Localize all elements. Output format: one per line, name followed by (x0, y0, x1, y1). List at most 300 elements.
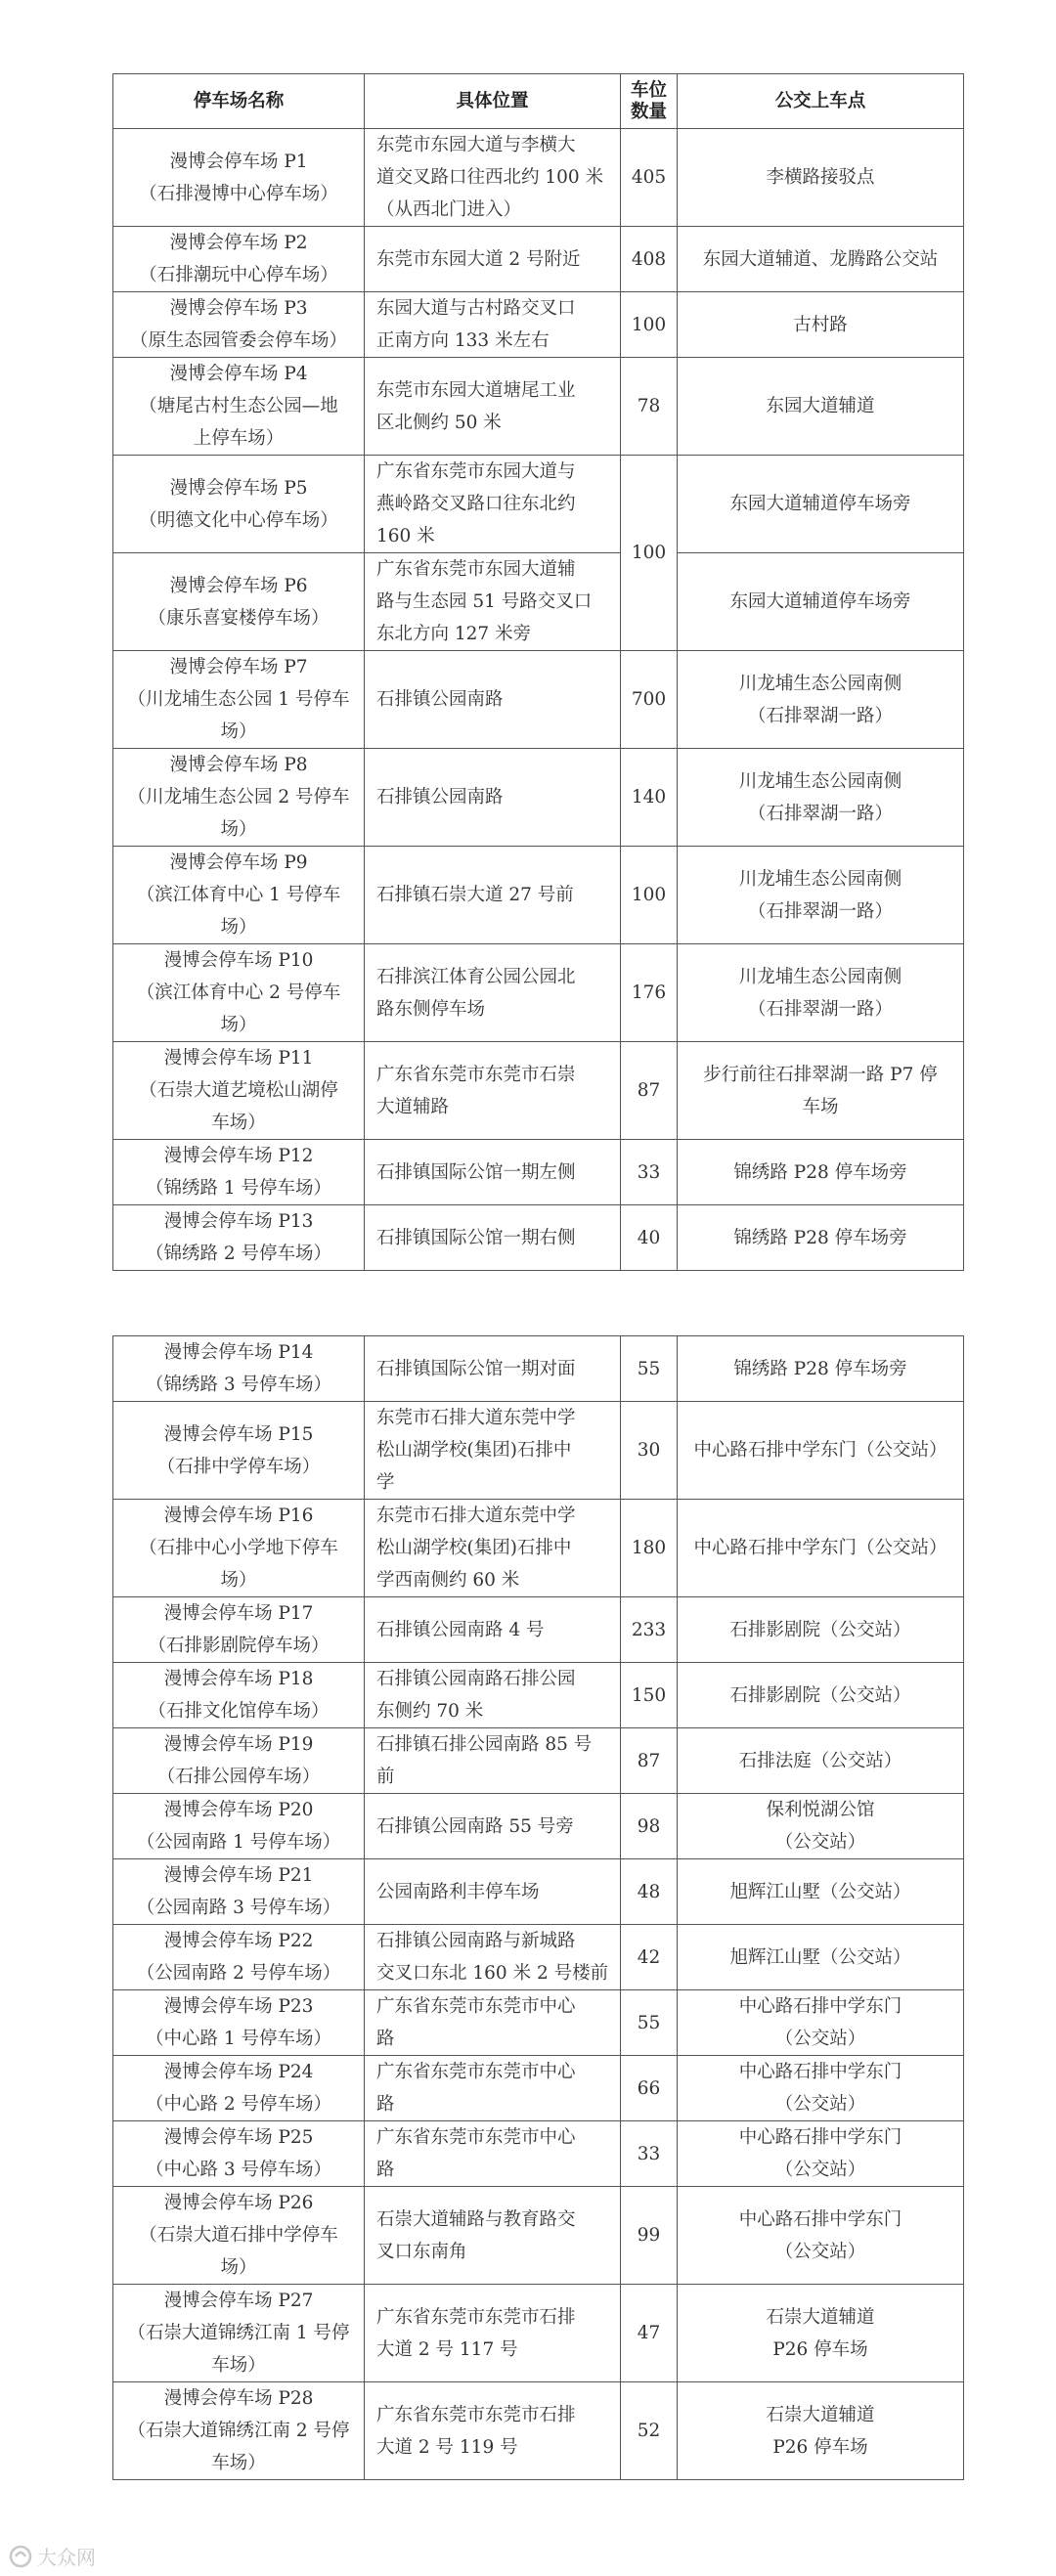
table-row (113, 1728, 964, 1794)
location-cell (365, 1925, 621, 1990)
location-cell-line: 广东省东莞市东莞市中心 (376, 2127, 576, 2148)
location-cell (365, 456, 621, 553)
table-row (113, 1205, 964, 1271)
bus-stop-cell-line: 东园大道辅道停车场旁 (729, 494, 911, 514)
table-row (113, 1336, 964, 1402)
bus-stop-cell (678, 1925, 964, 1990)
bus-stop-cell-line: 东园大道辅道停车场旁 (729, 591, 911, 612)
parking-name-cell-line: 漫博会停车场 P8 (169, 755, 308, 775)
bus-stop-cell-line: 车场 (802, 1096, 839, 1117)
bus-stop-cell (678, 749, 964, 847)
space-count-cell: 98 (621, 1794, 678, 1859)
parking-name-cell-line: 漫博会停车场 P26 (163, 2193, 314, 2213)
location-cell (365, 2285, 621, 2382)
bus-stop-cell-line: 川龙埔生态公园南侧 (738, 868, 902, 890)
location-cell-line: 石排镇公园南路 55 号旁 (376, 1815, 574, 1837)
parking-name-cell-line: （锦绣路 3 号停车场） (145, 1375, 332, 1395)
bus-stop-cell-line: 中心路石排中学东门 (738, 2208, 902, 2230)
bus-stop-cell (678, 1663, 964, 1728)
parking-name-cell (113, 227, 365, 292)
parking-name-cell-line: 场） (220, 819, 257, 840)
location-cell-line: 石排镇石排公园南路 85 号 (376, 1734, 593, 1755)
parking-name-cell-line: （锦绣路 2 号停车场） (145, 1244, 332, 1264)
parking-name-cell-line: 漫博会停车场 P23 (163, 1996, 314, 2017)
space-count-cell: 180 (621, 1500, 678, 1597)
table-row (113, 749, 964, 847)
location-cell-line: 广东省东莞市东园大道辅 (376, 559, 576, 580)
bus-stop-cell-line: 石排法庭（公交站） (738, 1750, 902, 1771)
location-cell (365, 2187, 621, 2285)
table-row (113, 944, 964, 1042)
bus-stop-cell-line: （石排翠湖一路） (747, 998, 893, 1020)
location-cell-line: 广东省东莞市东莞市中心 (376, 1996, 576, 2017)
space-count-cell: 87 (621, 1728, 678, 1794)
table-row (113, 1597, 964, 1663)
location-cell (365, 129, 621, 227)
table-row (113, 2285, 964, 2382)
location-cell-line: 东北方向 127 米旁 (376, 624, 532, 644)
location-cell-line: 路 (376, 2029, 395, 2049)
parking-name-cell (113, 1336, 365, 1402)
table-row (113, 1500, 964, 1597)
bus-stop-cell (678, 227, 964, 292)
bus-stop-cell (678, 944, 964, 1042)
location-cell-line: 路 (376, 2160, 395, 2180)
bus-stop-cell (678, 2121, 964, 2187)
location-cell-line: 广东省东莞市东园大道与 (376, 461, 576, 482)
space-count-cell: 30 (621, 1402, 678, 1500)
location-cell-line: 松山湖学校(集团)石排中 (376, 1440, 572, 1461)
location-cell-line: 石排镇公园南路 (376, 689, 504, 710)
watermark-text: 大众网 (37, 2546, 96, 2569)
parking-name-cell-line: （公园南路 3 号停车场） (136, 1898, 341, 1918)
parking-name-cell-line: 漫博会停车场 P19 (163, 1734, 314, 1755)
bus-stop-cell-line: 川龙埔生态公园南侧 (738, 770, 902, 792)
bus-stop-cell-line: 川龙埔生态公园南侧 (738, 966, 902, 987)
location-cell (365, 553, 621, 651)
bus-stop-cell-line: 中心路石排中学东门 (738, 1996, 902, 2017)
parking-name-cell-line: 漫博会停车场 P10 (163, 950, 314, 971)
bus-stop-cell-line: 保利悦湖公馆 (766, 1800, 875, 1820)
news-logo-icon (8, 2544, 33, 2569)
space-count-cell: 99 (621, 2187, 678, 2285)
bus-stop-cell-line: （公交站） (774, 2029, 866, 2049)
parking-name-cell-line: 漫博会停车场 P15 (163, 1423, 314, 1445)
parking-name-cell (113, 1794, 365, 1859)
table-row (113, 292, 964, 358)
parking-name-cell-line: （石排文化馆停车场） (148, 1701, 330, 1722)
parking-name-cell-line: （公园南路 2 号停车场） (136, 1963, 341, 1984)
bus-stop-cell-line: （公交站） (774, 1832, 866, 1853)
table-row (113, 1990, 964, 2056)
bus-stop-cell (678, 1402, 964, 1500)
bus-stop-cell-line: 石崇大道辅道 (766, 2404, 875, 2425)
space-count-cell: 42 (621, 1925, 678, 1990)
table-row (113, 651, 964, 749)
space-count-cell: 405 (621, 129, 678, 227)
parking-name-cell-line: （康乐喜宴楼停车场） (148, 607, 330, 629)
location-cell-line: 大道辅路 (376, 1096, 450, 1117)
location-cell-line: 前 (376, 1767, 395, 1787)
table-row (113, 1925, 964, 1990)
parking-name-cell-line: （明德文化中心停车场） (139, 509, 338, 531)
space-count-cell: 700 (621, 651, 678, 749)
location-cell-line: 广东省东莞市东莞市中心 (376, 2062, 576, 2082)
space-count-cell: 78 (621, 358, 678, 456)
location-cell-line: 东侧约 70 米 (376, 1701, 484, 1722)
parking-name-cell-line: （石崇大道锦绣江南 2 号停 (127, 2421, 350, 2441)
parking-name-cell-line: 漫博会停车场 P14 (163, 1342, 314, 1363)
parking-name-cell-line: 车场） (211, 2355, 266, 2376)
header-row (113, 74, 964, 129)
parking-name-cell-line: （石排中心小学地下停车 (139, 1538, 338, 1558)
location-cell-line: 石排镇国际公馆一期对面 (376, 1358, 576, 1379)
space-count-cell: 100 (621, 456, 678, 651)
location-cell (365, 944, 621, 1042)
parking-name-cell (113, 1205, 365, 1271)
bus-stop-cell-line: 东园大道辅道 (766, 396, 875, 416)
location-cell-line: 石排镇国际公馆一期右侧 (376, 1227, 576, 1248)
location-cell-line: （从西北门进入） (376, 199, 522, 220)
bus-stop-cell (678, 1794, 964, 1859)
parking-name-cell-line: 漫博会停车场 P3 (169, 298, 308, 319)
location-cell-line: 东莞市石排大道东莞中学 (376, 1506, 576, 1526)
bus-stop-cell (678, 1205, 964, 1271)
parking-name-cell-line: 漫博会停车场 P13 (163, 1211, 314, 1232)
bus-stop-cell-line: （石排翠湖一路） (747, 900, 893, 922)
bus-stop-cell-line: 旭辉江山墅（公交站） (729, 1946, 911, 1968)
parking-name-cell (113, 1042, 365, 1140)
parking-name-cell-line: 漫博会停车场 P28 (163, 2388, 314, 2409)
location-cell (365, 292, 621, 358)
location-cell-line: 东莞市东园大道与李横大 (376, 135, 576, 155)
table-row (113, 1794, 964, 1859)
bus-stop-cell (678, 1728, 964, 1794)
space-count-cell: 47 (621, 2285, 678, 2382)
space-count-cell: 176 (621, 944, 678, 1042)
parking-name-cell-line: （石崇大道石排中学停车 (139, 2225, 338, 2246)
location-cell-line: 160 米 (376, 526, 435, 546)
location-cell-line: 叉口东南角 (376, 2241, 467, 2262)
parking-name-cell (113, 944, 365, 1042)
space-count-cell: 55 (621, 1336, 678, 1402)
bus-stop-cell-line: 锦绣路 P28 停车场旁 (733, 1227, 907, 1248)
parking-name-cell (113, 1597, 365, 1663)
parking-name-cell (113, 1402, 365, 1500)
parking-name-cell (113, 2121, 365, 2187)
location-cell (365, 1205, 621, 1271)
parking-name-cell (113, 749, 365, 847)
parking-name-cell-line: 场） (220, 721, 257, 742)
location-cell-line: 石排镇公园南路 (376, 787, 504, 808)
location-cell (365, 2056, 621, 2121)
bus-stop-cell-line: 李横路接驳点 (766, 167, 875, 188)
bus-stop-cell-line: （石排翠湖一路） (747, 803, 893, 824)
parking-table-part-2 (112, 1335, 964, 2480)
table-row (113, 358, 964, 456)
location-cell-line: 东莞市石排大道东莞中学 (376, 1408, 576, 1428)
parking-name-cell-line: 漫博会停车场 P7 (169, 657, 308, 677)
parking-name-cell-line: 场） (220, 1570, 257, 1591)
table-row (113, 1859, 964, 1925)
bus-stop-cell (678, 1042, 964, 1140)
location-cell-line: 石排镇公园南路 4 号 (376, 1619, 545, 1640)
parking-name-cell-line: 漫博会停车场 P21 (163, 1865, 314, 1886)
parking-name-cell (113, 1663, 365, 1728)
bus-stop-cell-line: 中心路石排中学东门 (738, 2062, 902, 2082)
space-count-cell: 140 (621, 749, 678, 847)
space-count-cell: 33 (621, 1140, 678, 1205)
parking-name-cell-line: 漫博会停车场 P6 (169, 575, 308, 596)
location-cell-line: 路与生态园 51 号路交叉口 (376, 591, 593, 612)
location-cell (365, 1728, 621, 1794)
location-cell-line: 道交叉路口往西北约 100 米 (376, 167, 604, 188)
parking-name-cell (113, 651, 365, 749)
space-count-cell: 55 (621, 1990, 678, 2056)
parking-name-cell-line: 漫博会停车场 P16 (163, 1506, 314, 1526)
space-count-cell: 48 (621, 1859, 678, 1925)
location-cell-line: 大道 2 号 117 号 (376, 2338, 518, 2360)
location-cell-line: 路东侧停车场 (376, 998, 486, 1020)
parking-name-cell-line: （锦绣路 1 号停车场） (145, 1178, 332, 1199)
parking-name-cell-line: （石崇大道艺境松山湖停 (139, 1080, 338, 1101)
space-count-cell: 100 (621, 847, 678, 944)
location-cell-line: 学西南侧约 60 米 (376, 1570, 520, 1591)
parking-name-cell-line: 漫博会停车场 P12 (163, 1146, 314, 1166)
location-cell (365, 358, 621, 456)
table-row (113, 1140, 964, 1205)
bus-stop-cell (678, 1336, 964, 1402)
table-row (113, 2056, 964, 2121)
bus-stop-cell (678, 1140, 964, 1205)
parking-name-cell-line: 场） (220, 1015, 257, 1035)
parking-name-cell-line: 漫博会停车场 P5 (169, 477, 308, 499)
bus-stop-cell (678, 456, 964, 553)
parking-name-cell-line: 漫博会停车场 P18 (163, 1669, 314, 1689)
table-row (113, 553, 964, 651)
bus-stop-cell-line: P26 停车场 (772, 2436, 868, 2458)
location-cell-line: 石排镇公园南路与新城路 (376, 1931, 576, 1951)
parking-name-cell-line: 漫博会停车场 P1 (169, 151, 308, 172)
location-cell (365, 1663, 621, 1728)
location-cell (365, 1597, 621, 1663)
bus-stop-cell-line: （公交站） (774, 2160, 866, 2180)
space-count-cell: 33 (621, 2121, 678, 2187)
parking-name-cell-line: 漫博会停车场 P4 (169, 364, 308, 384)
parking-name-cell-line: （石排公园停车场） (156, 1767, 321, 1787)
bus-stop-cell-line: P26 停车场 (772, 2338, 868, 2360)
space-count-cell: 100 (621, 292, 678, 358)
parking-name-cell-line: （原生态园管委会停车场） (129, 330, 347, 351)
location-cell (365, 1794, 621, 1859)
parking-name-cell-line: （石排影剧院停车场） (148, 1636, 330, 1656)
parking-name-cell (113, 1140, 365, 1205)
bus-stop-cell (678, 1859, 964, 1925)
location-cell-line: 交叉口东北 160 米 2 号楼前 (376, 1963, 609, 1984)
parking-name-cell-line: 漫博会停车场 P2 (169, 233, 308, 253)
bus-stop-cell-line: （石排翠湖一路） (747, 705, 893, 726)
parking-name-cell (113, 1990, 365, 2056)
bus-stop-cell-line: 石排影剧院（公交站） (729, 1684, 911, 1706)
parking-name-cell-line: 漫博会停车场 P24 (163, 2062, 314, 2082)
parking-name-cell-line: 漫博会停车场 P25 (163, 2127, 314, 2148)
location-cell-line: 广东省东莞市东莞市石排 (376, 2306, 576, 2328)
parking-name-cell-line: （滨江体育中心 1 号停车 (136, 885, 341, 905)
parking-name-cell-line: （石崇大道锦绣江南 1 号停 (127, 2323, 350, 2343)
location-cell-line: 石排镇公园南路石排公园 (376, 1669, 576, 1689)
bus-stop-cell-line: 古村路 (793, 314, 848, 335)
location-cell (365, 847, 621, 944)
header-bus-stop: 公交上车点 (678, 74, 964, 129)
parking-name-cell-line: 场） (220, 2257, 257, 2278)
location-cell (365, 749, 621, 847)
parking-name-cell-line: （川龙埔生态公园 2 号停车 (127, 787, 350, 808)
parking-name-cell (113, 2056, 365, 2121)
parking-name-cell (113, 847, 365, 944)
table-row (113, 2121, 964, 2187)
parking-name-cell-line: 上停车场） (193, 428, 285, 449)
location-cell (365, 1402, 621, 1500)
location-cell-line: 石排滨江体育公园公园北 (376, 966, 576, 987)
location-cell (365, 1990, 621, 2056)
bus-stop-cell (678, 2187, 964, 2285)
parking-name-cell-line: （石排潮玩中心停车场） (139, 265, 338, 285)
parking-name-cell (113, 553, 365, 651)
bus-stop-cell (678, 358, 964, 456)
header-location: 具体位置 (365, 74, 621, 129)
location-cell-line: 学 (376, 1472, 395, 1493)
bus-stop-cell-line: 锦绣路 P28 停车场旁 (733, 1358, 907, 1379)
location-cell-line: 石崇大道辅路与教育路交 (376, 2208, 576, 2230)
bus-stop-cell (678, 129, 964, 227)
table-row (113, 1663, 964, 1728)
parking-name-cell (113, 1859, 365, 1925)
parking-name-cell (113, 456, 365, 553)
location-cell (365, 1042, 621, 1140)
space-count-cell: 87 (621, 1042, 678, 1140)
parking-name-cell-line: 漫博会停车场 P17 (163, 1603, 314, 1624)
table-row (113, 1042, 964, 1140)
location-cell-line: 大道 2 号 119 号 (376, 2436, 518, 2458)
parking-name-cell-line: （中心路 1 号停车场） (145, 2029, 332, 2049)
parking-name-cell-line: 漫博会停车场 P22 (163, 1931, 314, 1951)
bus-stop-cell-line: 中心路石排中学东门（公交站） (693, 1538, 947, 1558)
space-count-cell: 40 (621, 1205, 678, 1271)
location-cell (365, 227, 621, 292)
table-row (113, 847, 964, 944)
table-row (113, 227, 964, 292)
bus-stop-cell (678, 553, 964, 651)
bus-stop-cell-line: 石排影剧院（公交站） (729, 1619, 911, 1640)
location-cell-line: 东莞市东园大道 2 号附近 (376, 248, 581, 270)
space-count-cell: 66 (621, 2056, 678, 2121)
bus-stop-cell-line: 石崇大道辅道 (766, 2306, 875, 2328)
location-cell (365, 2382, 621, 2480)
bus-stop-cell (678, 2382, 964, 2480)
space-count-cell: 408 (621, 227, 678, 292)
location-cell (365, 2121, 621, 2187)
bus-stop-cell (678, 847, 964, 944)
parking-name-cell-line: （塘尾古村生态公园—地 (139, 396, 338, 416)
parking-name-cell-line: 漫博会停车场 P27 (163, 2291, 314, 2311)
parking-name-cell (113, 2285, 365, 2382)
header-name: 停车场名称 (113, 74, 365, 129)
location-cell-line: 石排镇国际公馆一期左侧 (376, 1161, 576, 1183)
parking-name-cell-line: 车场） (211, 1113, 266, 1133)
bus-stop-cell (678, 1500, 964, 1597)
parking-name-cell (113, 1500, 365, 1597)
parking-name-cell (113, 1728, 365, 1794)
bus-stop-cell (678, 2056, 964, 2121)
location-cell-line: 区北侧约 50 米 (376, 412, 502, 433)
bus-stop-cell-line: 川龙埔生态公园南侧 (738, 673, 902, 694)
bus-stop-cell-line: （公交站） (774, 2241, 866, 2262)
location-cell-line: 路 (376, 2094, 395, 2115)
location-cell-line: 正南方向 133 米左右 (376, 330, 550, 351)
bus-stop-cell (678, 1597, 964, 1663)
parking-name-cell-line: （公园南路 1 号停车场） (136, 1832, 341, 1853)
location-cell-line: 松山湖学校(集团)石排中 (376, 1538, 572, 1558)
location-cell-line: 东莞市东园大道塘尾工业 (376, 379, 576, 401)
parking-name-cell-line: （中心路 2 号停车场） (145, 2094, 332, 2115)
location-cell-line: 广东省东莞市东莞市石排 (376, 2404, 576, 2425)
header-count: 车位 数量 (621, 74, 678, 129)
location-cell (365, 1500, 621, 1597)
space-count-cell: 233 (621, 1597, 678, 1663)
parking-name-cell-line: 场） (220, 917, 257, 938)
bus-stop-cell-line: 中心路石排中学东门（公交站） (693, 1440, 947, 1461)
bus-stop-cell (678, 292, 964, 358)
parking-name-cell (113, 2187, 365, 2285)
parking-name-cell (113, 292, 365, 358)
bus-stop-cell-line: 中心路石排中学东门 (738, 2127, 902, 2148)
location-cell-line: 公园南路利丰停车场 (376, 1881, 540, 1902)
location-cell (365, 1336, 621, 1402)
bus-stop-cell (678, 2285, 964, 2382)
table-row (113, 456, 964, 553)
parking-name-cell (113, 129, 365, 227)
parking-name-cell-line: 漫博会停车场 P20 (163, 1800, 314, 1820)
parking-name-cell (113, 1925, 365, 1990)
parking-name-cell-line: 漫博会停车场 P9 (169, 852, 308, 873)
bus-stop-cell-line: 旭辉江山墅（公交站） (729, 1881, 911, 1902)
location-cell-line: 燕岭路交叉路口往东北约 (376, 494, 576, 514)
location-cell-line: 石排镇石崇大道 27 号前 (376, 885, 574, 905)
location-cell (365, 1859, 621, 1925)
bus-stop-cell-line: 锦绣路 P28 停车场旁 (733, 1161, 907, 1183)
bus-stop-cell-line: （公交站） (774, 2094, 866, 2115)
space-count-cell: 52 (621, 2382, 678, 2480)
parking-name-cell (113, 2382, 365, 2480)
parking-name-cell-line: （滨江体育中心 2 号停车 (136, 982, 341, 1003)
parking-name-cell-line: （石排中学停车场） (156, 1456, 321, 1477)
watermark (8, 2542, 96, 2570)
table-row (113, 129, 964, 227)
parking-name-cell-line: 漫博会停车场 P11 (163, 1048, 314, 1069)
bus-stop-cell (678, 651, 964, 749)
parking-table-part-1 (112, 73, 964, 1271)
bus-stop-cell-line: 东园大道辅道、龙腾路公交站 (702, 248, 939, 270)
parking-name-cell-line: （中心路 3 号停车场） (145, 2160, 332, 2180)
table-row (113, 2382, 964, 2480)
location-cell (365, 1140, 621, 1205)
parking-name-cell-line: 车场） (211, 2453, 266, 2473)
location-cell-line: 广东省东莞市东莞市石崇 (376, 1064, 576, 1085)
space-count-cell: 150 (621, 1663, 678, 1728)
location-cell (365, 651, 621, 749)
bus-stop-cell (678, 1990, 964, 2056)
parking-name-cell-line: （川龙埔生态公园 1 号停车 (127, 689, 350, 710)
